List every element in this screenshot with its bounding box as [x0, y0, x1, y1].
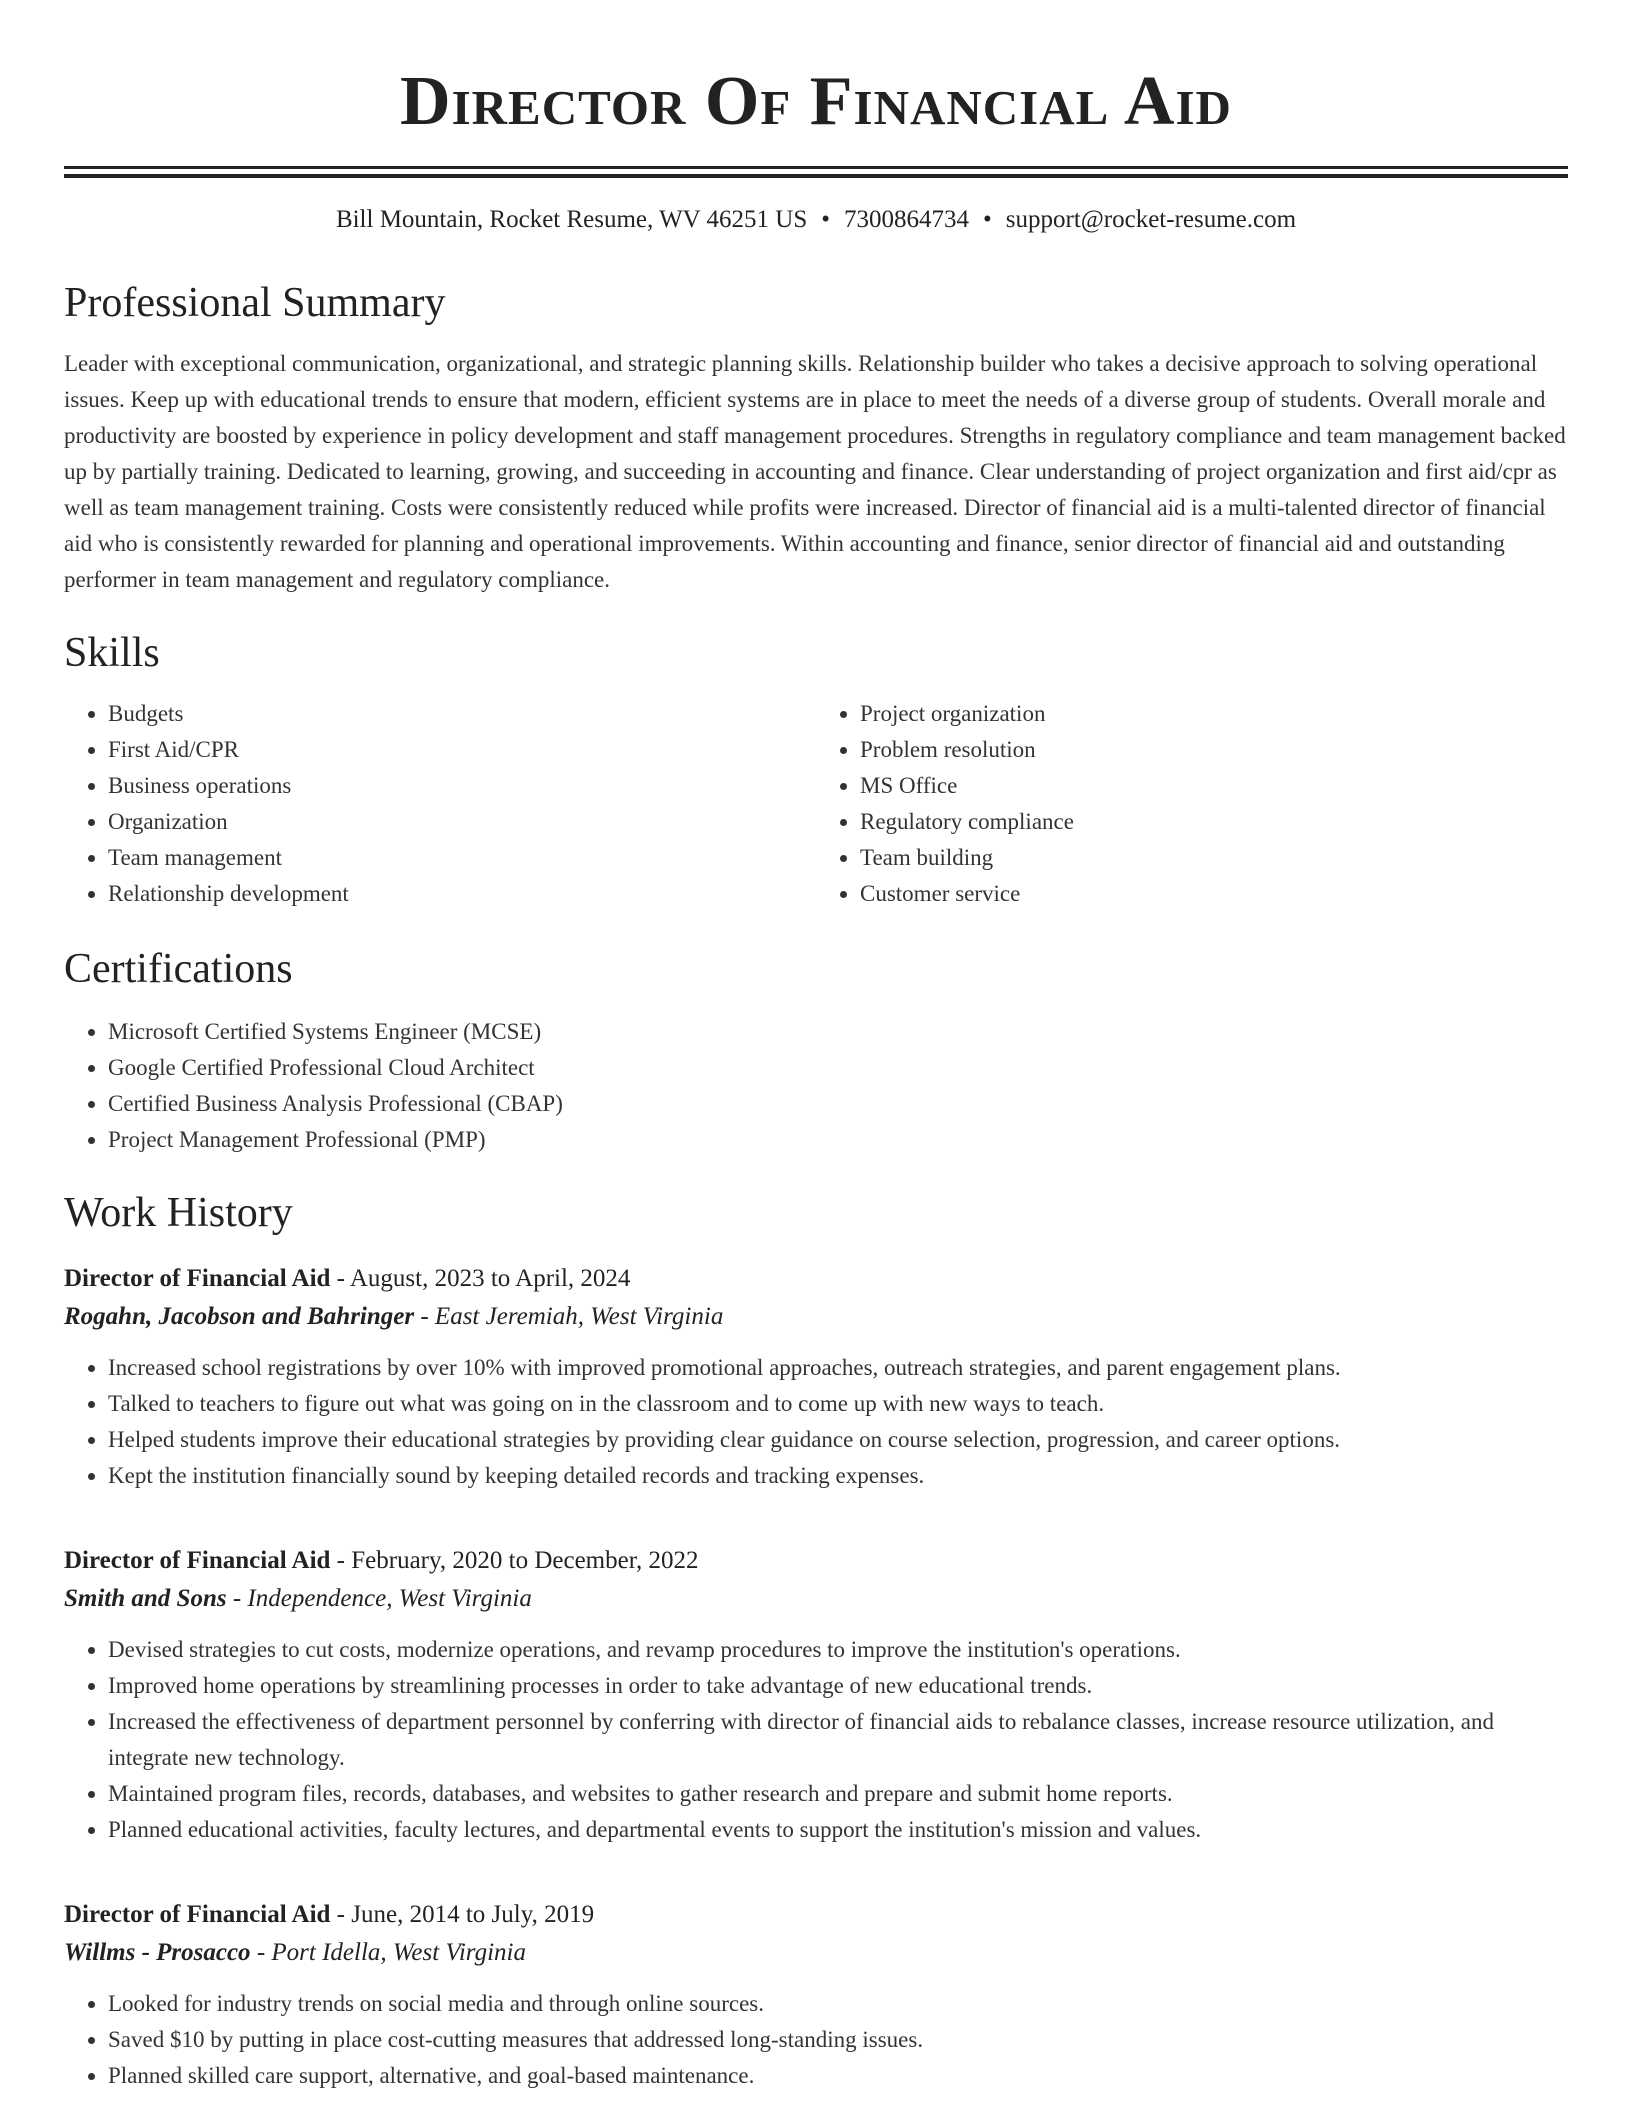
company-header	[64, 1934, 1568, 1972]
section-heading-summary: Professional Summary	[64, 280, 446, 326]
certification-item: • Certified Business Analysis Professional (CBAP)	[108, 1086, 1568, 1122]
job-dates: - August, 2023 to April, 2024	[330, 1265, 631, 1292]
skill-item: • Customer service	[860, 876, 1568, 912]
job-entry	[64, 1542, 1568, 1848]
section-heading-certifications: Certifications	[64, 946, 293, 992]
job-title: Director of Financial Aid	[64, 1901, 331, 1928]
contact-phone: 7300864734	[844, 206, 969, 233]
skill-item: • Team building	[860, 840, 1568, 876]
job-entry	[64, 1896, 1568, 2094]
job-header	[64, 1542, 1568, 1580]
company-location: - Port Idella, West Virginia	[250, 1939, 527, 1966]
job-bullet: • Talked to teachers to figure out what was going on in the classroom and to come up with new ways to teach.	[108, 1386, 1568, 1422]
section-heading-skills: Skills	[64, 630, 160, 676]
job-bullet: • Saved $10 by putting in place cost-cutting measures that addressed long-standing issues.	[108, 2022, 1568, 2058]
skill-item: • MS Office	[860, 768, 1568, 804]
skill-item: • Budgets	[108, 696, 816, 732]
certifications-list	[64, 1014, 1568, 1158]
job-bullet: • Maintained program files, records, databases, and websites to gather research and prepare and submit home reports.	[108, 1776, 1568, 1812]
job-header	[64, 1260, 1568, 1298]
job-bullet: • Devised strategies to cut costs, modernize operations, and revamp procedures to improve the institution's operations.	[108, 1632, 1568, 1668]
company-header	[64, 1298, 1568, 1336]
job-dates: - June, 2014 to July, 2019	[330, 1901, 595, 1928]
job-bullets	[64, 1986, 1568, 2094]
certification-item: • Microsoft Certified Systems Engineer (MCSE)	[108, 1014, 1568, 1050]
resume-page	[64, 0, 1568, 2094]
skill-item: • Organization	[108, 804, 816, 840]
job-bullet: • Improved home operations by streamlining processes in order to take advantage of new educational trends.	[108, 1668, 1568, 1704]
certification-item: • Project Management Professional (PMP)	[108, 1122, 1568, 1158]
resume-title: Director Of Financial Aid	[400, 63, 1232, 140]
company-header	[64, 1580, 1568, 1618]
job-bullet: • Looked for industry trends on social media and through online sources.	[108, 1986, 1568, 2022]
contact-email: support@rocket-resume.com	[1005, 206, 1297, 233]
skills-list-right	[816, 696, 1568, 912]
skill-item: • Relationship development	[108, 876, 816, 912]
company-name: Rogahn, Jacobson and Bahringer	[64, 1303, 415, 1330]
certification-item: • Google Certified Professional Cloud Architect	[108, 1050, 1568, 1086]
summary-text: Leader with exceptional communication, organizational, and strategic planning skills. Relationship builder who takes a decisive approach to solving operational issues. Keep up with educational trends to ensure that modern, efficient systems are in place to meet the needs of a diverse group of students. Overall morale and productivity are boosted by experience in policy development and staff management procedures. Strengths in regulatory compliance and team management backed up by partially training. Dedicated to learning, growing, and succeeding in accounting and finance. Clear understanding of project organization and first aid/cpr as well as team management training. Costs were consistently reduced while profits were increased. Director of financial aid is a multi-talented director of financial aid who is consistently rewarded for planning and operational improvements. Within accounting and finance, senior director of financial aid and outstanding performer in team management and regulatory compliance.	[64, 351, 1566, 592]
company-location: - Independence, West Virginia	[226, 1585, 532, 1612]
job-bullet: • Helped students improve their educational strategies by providing clear guidance on course selection, progression, and career options.	[108, 1422, 1568, 1458]
skill-item: • Business operations	[108, 768, 816, 804]
job-entry	[64, 1260, 1568, 1494]
job-bullet: • Increased school registrations by over 10% with improved promotional approaches, outreach strategies, and parent engagement plans.	[108, 1350, 1568, 1386]
contact-address: Bill Mountain, Rocket Resume, WV 46251 US	[335, 206, 808, 233]
bullet-separator: •	[821, 206, 830, 233]
job-header	[64, 1896, 1568, 1934]
job-bullet: • Increased the effectiveness of department personnel by conferring with director of financial aids to rebalance classes, increase resource utilization, and integrate new technology.	[108, 1704, 1568, 1776]
title-divider	[64, 166, 1568, 178]
skills-columns	[64, 696, 1568, 912]
job-dates: - February, 2020 to December, 2022	[330, 1547, 699, 1574]
skills-list-left	[64, 696, 816, 912]
job-bullets	[64, 1632, 1568, 1848]
job-bullet: • Planned educational activities, faculty lectures, and departmental events to support the institution's mission and values.	[108, 1812, 1568, 1848]
section-heading-work-history: Work History	[64, 1190, 293, 1236]
job-bullet: • Kept the institution financially sound by keeping detailed records and tracking expenses.	[108, 1458, 1568, 1494]
skill-item: • Regulatory compliance	[860, 804, 1568, 840]
bullet-separator: •	[983, 206, 992, 233]
company-location: - East Jeremiah, West Virginia	[414, 1303, 724, 1330]
contact-line	[64, 204, 1568, 236]
company-name: Smith and Sons	[64, 1585, 227, 1612]
job-title: Director of Financial Aid	[64, 1547, 331, 1574]
skill-item: • First Aid/CPR	[108, 732, 816, 768]
job-bullet: • Planned skilled care support, alternative, and goal-based maintenance.	[108, 2058, 1568, 2094]
skill-item: • Project organization	[860, 696, 1568, 732]
company-name: Willms - Prosacco	[64, 1939, 251, 1966]
job-title: Director of Financial Aid	[64, 1265, 331, 1292]
skill-item: • Problem resolution	[860, 732, 1568, 768]
skill-item: • Team management	[108, 840, 816, 876]
job-bullets	[64, 1350, 1568, 1494]
